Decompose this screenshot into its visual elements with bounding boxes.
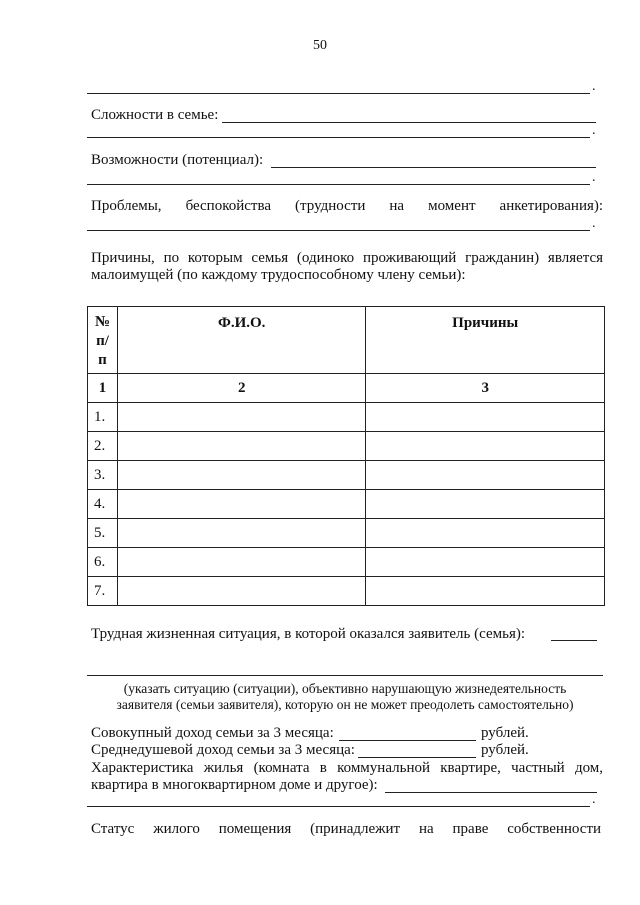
answer-line[interactable] — [87, 93, 590, 94]
table-row — [88, 403, 605, 432]
table-header-row — [88, 307, 605, 374]
fio-cell[interactable] — [117, 461, 365, 490]
avg-income-field[interactable] — [358, 757, 476, 758]
reasons-cell[interactable] — [366, 490, 605, 519]
table-row — [88, 548, 605, 577]
reasons-text-line1: Причины, по которым семья (одиноко проживающий гражданин) является — [91, 250, 604, 266]
family-potential-label: Возможности (потенциал): — [91, 152, 264, 168]
housing-label-line2: квартира в многоквартирном доме и другое): — [91, 777, 378, 793]
table-column-number-row — [88, 374, 605, 403]
reasons-cell[interactable] — [366, 548, 605, 577]
avg-income-unit: рублей. — [481, 742, 529, 758]
line-end-dot: . — [592, 216, 596, 231]
family-difficulties-field[interactable] — [222, 122, 596, 123]
table-row — [88, 519, 605, 548]
total-income-unit: рублей. — [481, 725, 529, 741]
avg-income-label: Среднедушевой доход семьи за 3 месяца: — [91, 742, 355, 758]
header-fio: Ф.И.О. — [117, 307, 365, 374]
header-reasons: Причины — [366, 307, 605, 374]
housing-field[interactable] — [385, 792, 597, 793]
column-number: 1 — [88, 374, 118, 403]
header-number: № п/ п — [88, 307, 118, 374]
column-number: 3 — [366, 374, 605, 403]
reasons-text-line2: малоимущей (по каждому трудоспособному члену семьи): — [91, 267, 466, 283]
page-number: 50 — [313, 38, 327, 53]
reasons-cell[interactable] — [366, 461, 605, 490]
reasons-cell[interactable] — [366, 519, 605, 548]
hard-situation-hint-line2: заявителя (семьи заявителя), которую он не может преодолеть самостоятельно) — [116, 697, 574, 712]
reasons-cell[interactable] — [366, 432, 605, 461]
fio-cell[interactable] — [117, 577, 365, 606]
line-end-dot: . — [592, 792, 596, 807]
reasons-table — [87, 306, 605, 606]
column-number: 2 — [117, 374, 365, 403]
row-number: 7. — [88, 577, 118, 606]
table-row — [88, 461, 605, 490]
hard-situation-label: Трудная жизненная ситуация, в которой оказался заявитель (семья): — [91, 626, 526, 642]
total-income-field[interactable] — [339, 740, 476, 741]
fio-cell[interactable] — [117, 432, 365, 461]
hard-situation-field[interactable] — [551, 640, 597, 641]
total-income-label: Совокупный доход семьи за 3 месяца: — [91, 725, 334, 741]
housing-label-line1: Характеристика жилья (комната в коммунальной квартире, частный дом, — [91, 760, 604, 776]
problems-label: Проблемы, беспокойства (трудности на момент анкетирования): — [91, 198, 604, 214]
row-number: 6. — [88, 548, 118, 577]
fio-cell[interactable] — [117, 490, 365, 519]
family-potential-field[interactable] — [271, 167, 596, 168]
line-end-dot: . — [592, 79, 596, 94]
line-end-dot: . — [592, 123, 596, 138]
hard-situation-field-cont[interactable] — [87, 675, 603, 676]
row-number: 3. — [88, 461, 118, 490]
family-difficulties-field-cont[interactable] — [87, 137, 590, 138]
fio-cell[interactable] — [117, 519, 365, 548]
housing-field-cont[interactable] — [87, 806, 590, 807]
fio-cell[interactable] — [117, 548, 365, 577]
row-number: 1. — [88, 403, 118, 432]
table-row — [88, 490, 605, 519]
status-label: Статус жилого помещения (принадлежит на праве собственности — [91, 821, 602, 837]
reasons-cell[interactable] — [366, 403, 605, 432]
row-number: 5. — [88, 519, 118, 548]
hard-situation-hint-line1: (указать ситуацию (ситуации), объективно нарушающую жизнедеятельность — [123, 681, 567, 696]
reasons-cell[interactable] — [366, 577, 605, 606]
row-number: 2. — [88, 432, 118, 461]
fio-cell[interactable] — [117, 403, 365, 432]
problems-field[interactable] — [87, 230, 590, 231]
table-row — [88, 577, 605, 606]
line-end-dot: . — [592, 170, 596, 185]
row-number: 4. — [88, 490, 118, 519]
family-difficulties-label: Сложности в семье: — [91, 107, 219, 123]
family-potential-field-cont[interactable] — [87, 184, 590, 185]
table-row — [88, 432, 605, 461]
